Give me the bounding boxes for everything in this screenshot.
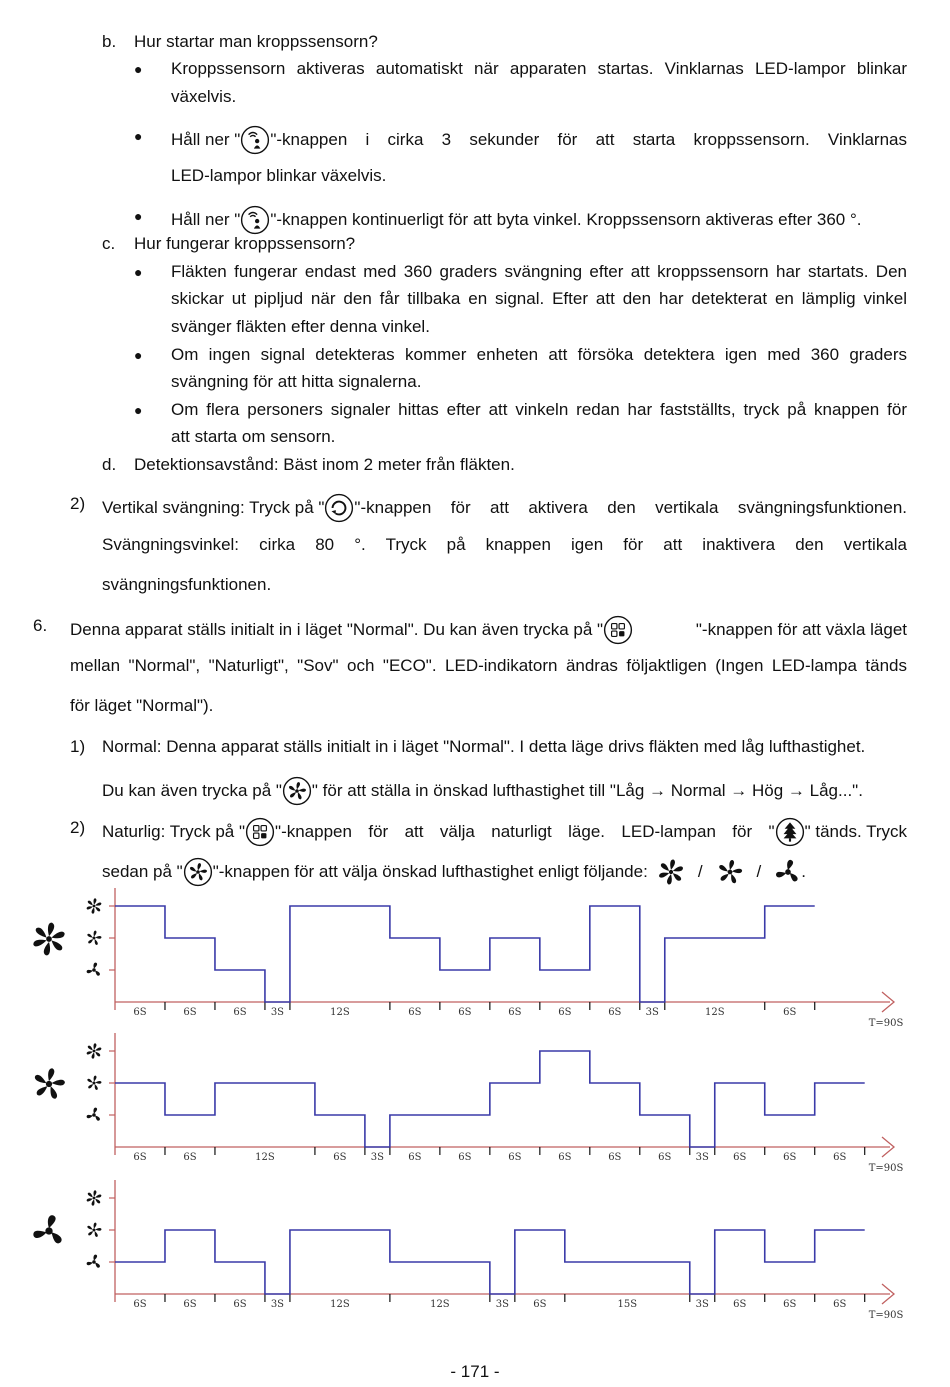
segment-label: 6S xyxy=(783,1007,797,1018)
level-normal-icon xyxy=(87,1223,102,1238)
sub1-line-2 xyxy=(102,776,863,806)
item6-pre: Denna apparat ställs initialt in i läget "Normal". Du kan även trycka på " xyxy=(70,620,604,639)
b2-line-2: LED-lampor blinkar växelvis. xyxy=(171,166,387,185)
segment-label: 6S xyxy=(408,1007,422,1018)
segment-label: 6S xyxy=(733,1299,747,1310)
speed-line xyxy=(115,906,815,1002)
bullet: ● xyxy=(134,402,143,418)
item2-line-2: Svängningsvinkel: cirka 80 °. Tryck på knappen igen för att inaktivera den vertikala xyxy=(102,535,907,554)
segment-label: 3S xyxy=(370,1152,385,1163)
segment-label: 3S xyxy=(645,1007,659,1018)
segment-label: 6S xyxy=(233,1299,247,1310)
fan-low-icon xyxy=(32,1215,63,1244)
c3-line-2: att starta om sensorn. xyxy=(171,427,336,446)
bullet: ● xyxy=(134,61,143,77)
level-normal-icon xyxy=(87,931,102,946)
segment-label: 6S xyxy=(783,1299,797,1310)
oscillate-button-icon xyxy=(324,493,354,523)
speed-line xyxy=(115,1230,865,1294)
item2-post: "-knappen för att aktivera den vertikala svängningsfunktionen. xyxy=(354,498,907,517)
page-number: - 171 - xyxy=(450,1362,500,1381)
segment-label: 6S xyxy=(608,1007,622,1018)
segment-label: 6S xyxy=(133,1007,147,1018)
b2-line-1 xyxy=(171,125,907,155)
fan-high-icon xyxy=(658,859,684,885)
bullet: ● xyxy=(134,347,143,363)
item6-post: "-knappen för att växla läget xyxy=(695,620,907,639)
item6-line-1 xyxy=(70,615,907,645)
section-b-title: Hur startar man kroppssensorn? xyxy=(134,32,378,51)
bullet: ● xyxy=(134,208,143,224)
natural-led-icon xyxy=(775,817,805,847)
sub1-label: 1) xyxy=(70,737,86,756)
segment-label: 3S xyxy=(270,1299,285,1310)
segment-label: 12S xyxy=(704,1007,725,1018)
segment-label: 12S xyxy=(330,1299,350,1310)
fan-normal-icon xyxy=(34,1068,66,1099)
segment-label: 6S xyxy=(458,1152,472,1163)
sensor-button-icon xyxy=(240,125,270,155)
sub2-sep-2: / xyxy=(756,862,762,881)
segment-label: 6S xyxy=(533,1299,547,1310)
fan-speed-button-icon xyxy=(282,776,312,806)
segment-label: 6S xyxy=(733,1152,747,1163)
sub2-l2-pre: sedan på " xyxy=(102,862,183,881)
segment-label: 6S xyxy=(558,1007,572,1018)
segment-label: 6S xyxy=(783,1152,797,1163)
b3-line xyxy=(171,205,862,235)
segment-label: 6S xyxy=(658,1152,672,1163)
segment-label: 6S xyxy=(183,1007,197,1018)
sub2-line-2 xyxy=(102,857,806,887)
segment-label: 6S xyxy=(408,1152,422,1163)
fan-high-icon xyxy=(32,923,66,956)
natural-chart-low xyxy=(30,1180,920,1322)
c1-line-1: Fläkten fungerar endast med 360 graders svängning efter att kroppssensorn har startats. Den xyxy=(171,262,907,281)
segment-label: 3S xyxy=(695,1152,709,1163)
section-c-title: Hur fungerar kroppssensorn? xyxy=(134,234,356,253)
c3-line-1: Om flera personers signaler hittas efter att vinkeln redan har fastställts, tryck på knappen för xyxy=(171,400,907,419)
sub2-sep-1: / xyxy=(697,862,703,881)
item2-line-3: svängningsfunktionen. xyxy=(102,575,272,594)
sub2-pre: Naturlig: Tryck på " xyxy=(102,822,246,841)
section-c-label: c. xyxy=(102,234,116,253)
level-low-icon xyxy=(86,1108,101,1122)
section-b-label: b. xyxy=(102,32,117,51)
sub1-post: " för att ställa in önskad lufthastighet till "Låg → Normal → Hög → Låg...". xyxy=(311,781,863,800)
item2-line-1 xyxy=(102,493,907,523)
item2-pre: Vertikal svängning: Tryck på " xyxy=(102,498,325,517)
segment-label: 6S xyxy=(233,1007,247,1018)
sub1-line-1: Normal: Denna apparat ställs initialt in i läget "Normal". I detta läge drivs fläkten med låg lufthastighet. xyxy=(102,737,866,756)
segment-label: 6S xyxy=(333,1152,347,1163)
sub2-end: . xyxy=(801,862,807,881)
section-d-label: d. xyxy=(102,455,117,474)
segment-label: 6S xyxy=(508,1152,522,1163)
segment-label: 6S xyxy=(833,1299,847,1310)
segment-label: 6S xyxy=(458,1007,472,1018)
mode-button-icon xyxy=(603,615,633,645)
segment-label: 6S xyxy=(133,1152,147,1163)
level-low-icon xyxy=(86,1255,101,1269)
sub2-mid: "-knappen för att välja naturligt läge. LED-lampan för " xyxy=(275,822,775,841)
segment-label: 3S xyxy=(495,1299,509,1310)
sub2-l2-post: "-knappen för att välja önskad lufthastighet enligt följande: xyxy=(212,862,648,881)
fan-low-icon xyxy=(775,859,801,885)
segment-label: 6S xyxy=(608,1152,622,1163)
b3-pre: Håll ner " xyxy=(171,210,241,229)
bullet: ● xyxy=(134,264,143,280)
segment-label: 6S xyxy=(183,1299,197,1310)
c1-line-2: skickar ut pipljud när den får tillbaka en signal. Efter att den har detekterat en lämplig vinkel xyxy=(171,289,907,308)
segment-label: 12S xyxy=(330,1007,350,1018)
bullet: ● xyxy=(134,128,143,144)
segment-label: 15S xyxy=(617,1299,638,1310)
fan-normal-icon xyxy=(717,859,743,885)
b2-pre: Håll ner " xyxy=(171,130,241,149)
item2-label: 2) xyxy=(70,494,86,513)
sensor-button-icon xyxy=(240,205,270,235)
segment-label: 3S xyxy=(695,1299,709,1310)
level-high-icon xyxy=(86,898,102,913)
sub1-pre: Du kan även trycka på " xyxy=(102,781,282,800)
end-label: T=90S xyxy=(868,1163,904,1174)
item6-label: 6. xyxy=(33,616,48,635)
level-normal-icon xyxy=(87,1076,102,1091)
sub2-post: " tänds. Tryck xyxy=(804,822,907,841)
b2-post: "-knappen i cirka 3 sekunder för att starta kroppssensorn. Vinklarnas xyxy=(270,130,907,149)
section-d-text: Detektionsavstånd: Bäst inom 2 meter från fläkten. xyxy=(134,455,515,474)
c2-line-2: svängning för att hitta signalerna. xyxy=(171,372,422,391)
b1-line-2: växelvis. xyxy=(171,87,237,106)
item6-line-2: mellan "Normal", "Naturligt", "Sov" och "ECO". LED-indikatorn ändras följaktligen (Ingen LED-lampa tänds xyxy=(70,656,907,675)
natural-chart-normal xyxy=(30,1033,920,1175)
mode-button-icon xyxy=(245,817,275,847)
segment-label: 6S xyxy=(833,1152,847,1163)
segment-label: 12S xyxy=(255,1152,275,1163)
end-label: T=90S xyxy=(868,1310,904,1321)
segment-label: 3S xyxy=(270,1007,285,1018)
fan-speed-button-icon xyxy=(183,857,213,887)
b1-line-1: Kroppssensorn aktiveras automatiskt när apparaten startas. Vinklarnas LED-lampor blinkar xyxy=(171,59,907,78)
speed-line xyxy=(115,1051,865,1147)
end-label: T=90S xyxy=(868,1018,904,1029)
segment-label: 6S xyxy=(183,1152,197,1163)
sub2-line-1 xyxy=(102,817,907,847)
segment-label: 6S xyxy=(508,1007,522,1018)
natural-chart-high xyxy=(30,888,920,1030)
b3-post: "-knappen kontinuerligt för att byta vinkel. Kroppssensorn aktiveras efter 360 °. xyxy=(270,210,862,229)
c2-line-1: Om ingen signal detekteras kommer enheten att försöka detektera igen med 360 graders xyxy=(171,345,907,364)
c1-line-3: svänger fläkten efter denna vinkel. xyxy=(171,317,430,336)
segment-label: 12S xyxy=(430,1299,450,1310)
level-high-icon xyxy=(86,1043,102,1058)
level-high-icon xyxy=(86,1190,102,1205)
segment-label: 6S xyxy=(558,1152,572,1163)
sub2-label: 2) xyxy=(70,818,86,837)
item6-line-3: för läget "Normal"). xyxy=(70,696,214,715)
level-low-icon xyxy=(86,963,101,977)
segment-label: 6S xyxy=(133,1299,147,1310)
